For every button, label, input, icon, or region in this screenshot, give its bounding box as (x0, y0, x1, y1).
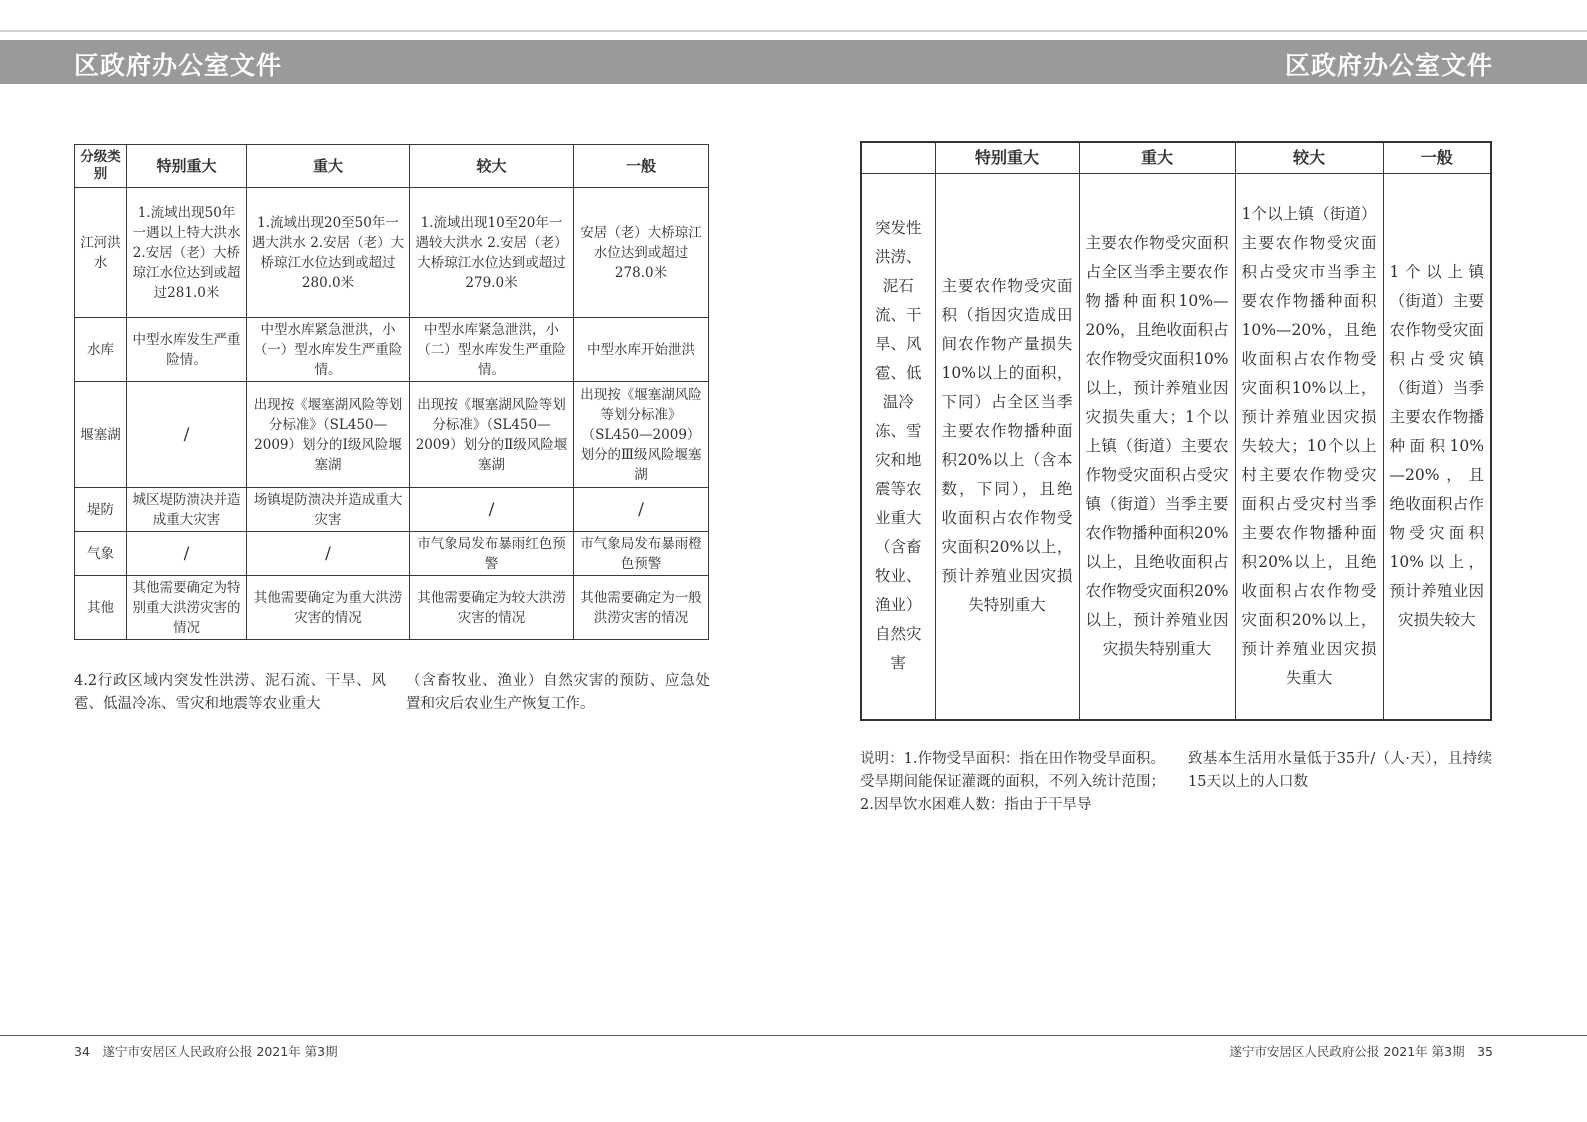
table-cell: 主要农作物受灾面积（指因灾造成田间农作物产量损失10%以上的面积，下同）占全区当季主要农作物播种面积20%以上（含本数，下同），且绝收面积占农作物受灾面积20%以上，预计养殖业因灾损失特别重大 (935, 174, 1079, 720)
row-category: 其他 (75, 576, 127, 640)
header-title-right: 区政府办公室文件 (1284, 51, 1493, 80)
paragraph-4-2-part2: （含畜牧业、渔业）自然灾害的预防、应急处置和灾后农业生产恢复工作。 (406, 673, 710, 712)
footer-rule (0, 1035, 1587, 1036)
table-cell: 中型水库紧急泄洪，小（一）型水库发生严重险情。 (247, 318, 410, 382)
table-cell: 中型水库开始泄洪 (574, 318, 709, 382)
table-header-cell: 特别重大 (935, 142, 1079, 174)
row-category: 堤防 (75, 488, 127, 532)
table-row (75, 576, 709, 640)
row-category: 水库 (75, 318, 127, 382)
table-cell: 城区堤防溃决并造成重大灾害 (127, 488, 247, 532)
table-header-corner: 分级类别 (75, 145, 127, 188)
flood-grading-table (74, 144, 709, 640)
table-cell: 市气象局发布暴雨红色预警 (410, 532, 574, 576)
table-cell: / (574, 488, 709, 532)
top-rule (0, 30, 1587, 32)
table-header-cell: 重大 (247, 145, 410, 188)
table-row (75, 188, 709, 318)
row-category: 堰塞湖 (75, 382, 127, 488)
table-cell: 1.流域出现10至20年一遇较大洪水 2.安居（老）大桥琼江水位达到或超过279.0米 (410, 188, 574, 318)
paragraph-4-2-part1: 4.2行政区域内突发性洪涝、泥石流、干旱、风雹、低温冷冻、雪灾和地震等农业重大 (74, 673, 386, 712)
table-cell: 其他需要确定为重大洪涝灾害的情况 (247, 576, 410, 640)
table-row (75, 488, 709, 532)
table-cell: 出现按《堰塞湖风险等划分标准》（SL450—2009）划分的Ⅰ级风险堰塞湖 (247, 382, 410, 488)
table-header-cell: 重大 (1079, 142, 1235, 174)
table-header-row (75, 145, 709, 188)
table-cell: 场镇堤防溃决并造成重大灾害 (247, 488, 410, 532)
note-part1: 说明：1.作物受旱面积：指在田作物受旱面积。受旱期间能保证灌溉的面积，不列入统计范围；2.因旱饮水困难人数：指由于干旱导 (860, 751, 1165, 813)
table-cell: / (247, 532, 410, 576)
table-cell: 1.流域出现20至50年一遇大洪水 2.安居（老）大桥琼江水位达到或超过280.0米 (247, 188, 410, 318)
table-cell: 出现按《堰塞湖风险等划分标准》（SL450—2009）划分的Ⅱ级风险堰塞湖 (410, 382, 574, 488)
table-header-corner (861, 142, 935, 174)
table-cell: 其他需要确定为较大洪涝灾害的情况 (410, 576, 574, 640)
table-cell: / (127, 532, 247, 576)
table-row (861, 174, 1491, 720)
table-cell: 中型水库紧急泄洪，小（二）型水库发生严重险情。 (410, 318, 574, 382)
table-cell: 1个以上镇（街道）主要农作物受灾面积占受灾市当季主要农作物播种面积10%—20%，且绝收面积占农作物受灾面积10%以上，预计养殖业因灾损失较大；10个以上村主要农作物受灾面积占受灾村当季主要农作物播种面积20%以上，且绝收面积占农作物受灾面积20%以上，预计养殖业因灾损失重大 (1235, 174, 1383, 720)
note-part2: 致基本生活用水量低于35升/（人·天），且持续15天以上的人口数 (1188, 751, 1492, 790)
row-category: 突发性洪涝、泥石流、干旱、风雹、低温冷冻、雪灾和地震等农业重大（含畜牧业、渔业）自然灾害 (861, 174, 935, 720)
table-cell: 市气象局发布暴雨橙色预警 (574, 532, 709, 576)
table-cell: 出现按《堰塞湖风险等划分标准》（SL450—2009）划分的Ⅲ级风险堰塞湖 (574, 382, 709, 488)
table-cell: 其他需要确定为特别重大洪涝灾害的情况 (127, 576, 247, 640)
table-cell: 1.流域出现50年一遇以上特大洪水 2.安居（老）大桥琼江水位达到或超过281.0米 (127, 188, 247, 318)
table-header-cell: 一般 (574, 145, 709, 188)
row-category: 气象 (75, 532, 127, 576)
table-header-cell: 特别重大 (127, 145, 247, 188)
table-row (75, 532, 709, 576)
row-category: 江河洪水 (75, 188, 127, 318)
table-cell: / (127, 382, 247, 488)
header-title-left: 区政府办公室文件 (74, 51, 283, 80)
table-row (75, 318, 709, 382)
footer-right: 遂宁市安居区人民政府公报 2021年 第3期 35 (1229, 1044, 1493, 1059)
table-header-cell: 一般 (1383, 142, 1491, 174)
table-row (75, 382, 709, 488)
agri-disaster-grading-table (860, 141, 1492, 721)
table-cell: 安居（老）大桥琼江水位达到或超过278.0米 (574, 188, 709, 318)
table-cell: 中型水库发生严重险情。 (127, 318, 247, 382)
table-header-row (861, 142, 1491, 174)
footer-left: 34 遂宁市安居区人民政府公报 2021年 第3期 (74, 1044, 338, 1059)
table-cell: / (410, 488, 574, 532)
table-cell: 其他需要确定为一般洪涝灾害的情况 (574, 576, 709, 640)
table-cell: 1个以上镇（街道）主要农作物受灾面积占受灾镇（街道）当季主要农作物播种面积10%—20%，且绝收面积占作物受灾面积10%以上，预计养殖业因灾损失较大 (1383, 174, 1491, 720)
table-header-cell: 较大 (1235, 142, 1383, 174)
table-header-cell: 较大 (410, 145, 574, 188)
table-cell: 主要农作物受灾面积占全区当季主要农作物播种面积10%—20%，且绝收面积占农作物受灾面积10%以上，预计养殖业因灾损失重大；1个以上镇（街道）主要农作物受灾面积占受灾镇（街道）当季主要农作物播种面积20%以上，且绝收面积占农作物受灾面积20%以上，预计养殖业因灾损失特别重大 (1079, 174, 1235, 720)
